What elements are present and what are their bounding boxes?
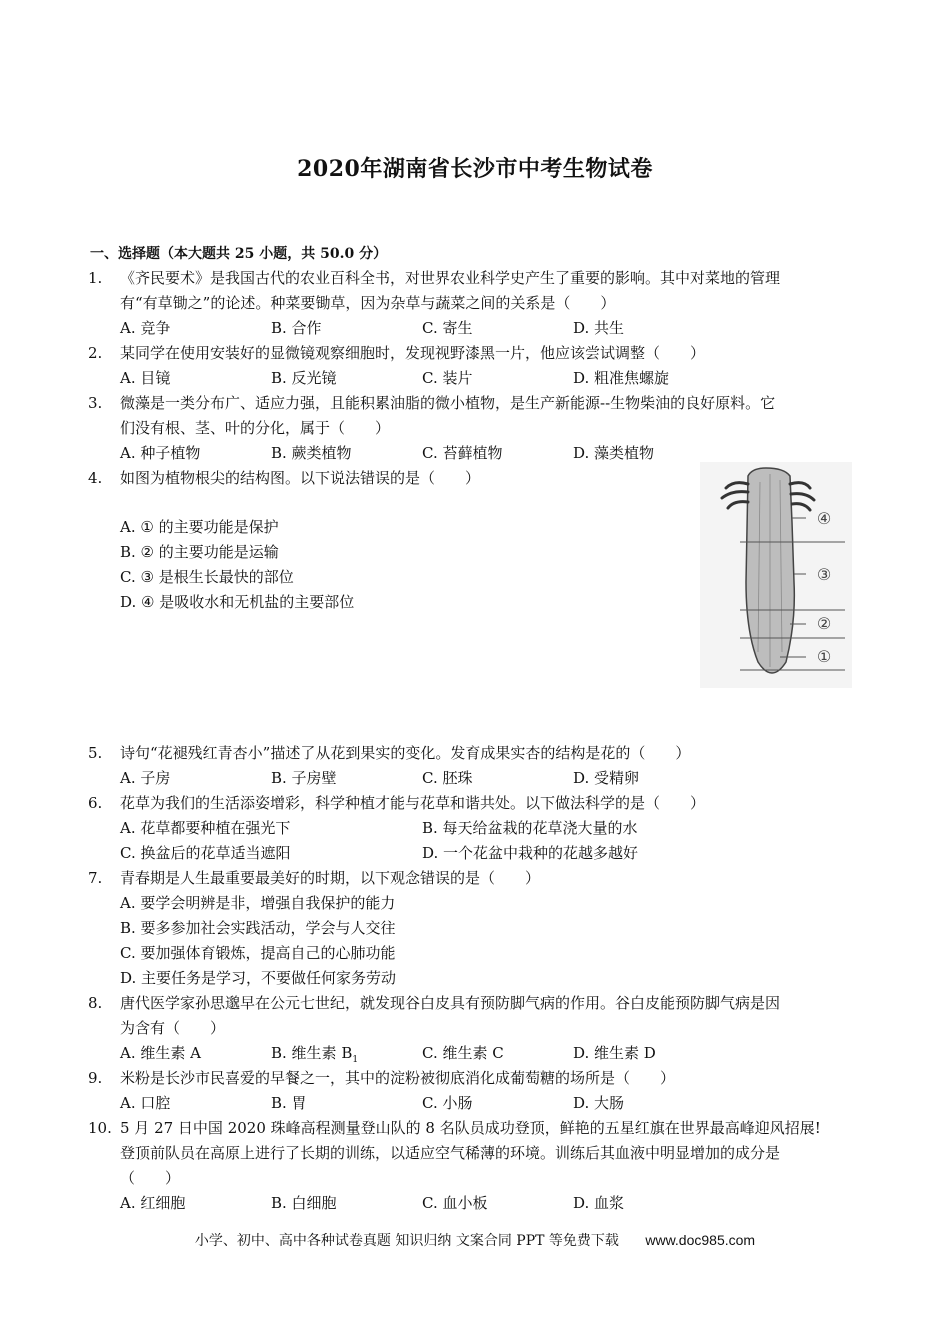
option-d: D. 大肠 bbox=[573, 1094, 625, 1112]
option-c: C. 血小板 bbox=[422, 1194, 488, 1212]
question-line: 5 月 27 日中国 2020 珠峰高程测量登山队的 8 名队员成功登顶，鲜艳的五星红旗在世界最高峰迎风招展! bbox=[120, 1119, 821, 1137]
question-line: 们没有根、茎、叶的分化，属于（ ） bbox=[120, 419, 391, 437]
option-a: A. 要学会明辨是非，增强自我保护的能力 bbox=[120, 894, 396, 912]
question-number: 2. bbox=[88, 344, 103, 362]
question-number: 8. bbox=[88, 994, 103, 1012]
option-c: C. 胚珠 bbox=[422, 769, 473, 787]
option-a: A. ① 的主要功能是保护 bbox=[120, 518, 279, 536]
figure-label-4: ④ bbox=[816, 509, 832, 528]
question-5 bbox=[88, 741, 868, 791]
option-b: B. 白细胞 bbox=[271, 1194, 337, 1212]
question-number: 9. bbox=[88, 1069, 103, 1087]
question-2 bbox=[88, 341, 868, 391]
question-line: 诗句“花褪残红青杏小”描述了从花到果实的变化。发育成果实杏的结构是花的（ ） bbox=[120, 744, 691, 762]
option-c: C. ③ 是根生长最快的部位 bbox=[120, 568, 294, 586]
option-a: A. 种子植物 bbox=[120, 444, 201, 462]
figure-label-2: ② bbox=[816, 614, 832, 633]
option-b: B. 胃 bbox=[271, 1094, 307, 1112]
option-d: D. 受精卵 bbox=[573, 769, 640, 787]
question-number: 7. bbox=[88, 869, 103, 887]
question-9 bbox=[88, 1066, 868, 1116]
question-1 bbox=[88, 266, 868, 341]
question-line: 《齐民要术》是我国古代的农业百科全书，对世界农业科学史产生了重要的影响。其中对菜地的管理 bbox=[120, 269, 781, 287]
question-7 bbox=[88, 866, 868, 991]
option-c: C. 苔藓植物 bbox=[422, 444, 503, 462]
question-number: 4. bbox=[88, 469, 103, 487]
option-c: C. 小肠 bbox=[422, 1094, 473, 1112]
question-line: 唐代医学家孙思邈早在公元七世纪，就发现谷白皮具有预防脚气病的作用。谷白皮能预防脚气病是因 bbox=[120, 994, 781, 1012]
question-number: 10. bbox=[88, 1119, 112, 1137]
option-a: A. 维生素 A bbox=[120, 1044, 201, 1062]
option-d: D. 一个花盆中栽种的花越多越好 bbox=[422, 844, 639, 862]
option-a: A. 红细胞 bbox=[120, 1194, 186, 1212]
option-b: B. 合作 bbox=[271, 319, 322, 337]
option-c: C. 要加强体育锻炼，提高自己的心肺功能 bbox=[120, 944, 396, 962]
option-d: D. 血浆 bbox=[573, 1194, 625, 1212]
question-number: 6. bbox=[88, 794, 103, 812]
option-c: C. 维生素 C bbox=[422, 1044, 504, 1062]
option-b-text: B. 维生素 B bbox=[271, 1044, 353, 1062]
option-d: D. ④ 是吸收水和无机盐的主要部位 bbox=[120, 593, 355, 611]
question-line: 某同学在使用安装好的显微镜观察细胞时，发现视野漆黑一片，他应该尝试调整（ ） bbox=[120, 344, 706, 362]
option-a: A. 竞争 bbox=[120, 319, 171, 337]
option-b: B. ② 的主要功能是运输 bbox=[120, 543, 279, 561]
page-footer bbox=[0, 1230, 950, 1250]
option-b: B. 子房壁 bbox=[271, 769, 337, 787]
option-b: B. 反光镜 bbox=[271, 369, 337, 387]
option-a: A. 花草都要种植在强光下 bbox=[120, 819, 291, 837]
subscript: 1 bbox=[352, 1055, 359, 1065]
option-d: D. 藻类植物 bbox=[573, 444, 655, 462]
question-line: 微藻是一类分布广、适应力强，且能积累油脂的微小植物，是生产新能源--生物柴油的良好原料。它 bbox=[120, 394, 776, 412]
option-c: C. 装片 bbox=[422, 369, 473, 387]
option-a: A. 目镜 bbox=[120, 369, 171, 387]
question-line: 如图为植物根尖的结构图。以下说法错误的是（ ） bbox=[120, 469, 481, 487]
page-title: 2020年湖南省长沙市中考生物试卷 bbox=[297, 156, 653, 182]
section-heading: 一、选择题（本大题共 25 小题，共 50.0 分） bbox=[90, 246, 388, 262]
question-line: 青春期是人生最重要最美好的时期，以下观念错误的是（ ） bbox=[120, 869, 541, 887]
question-line: （ ） bbox=[120, 1169, 181, 1187]
footer-text: 小学、初中、高中各种试卷真题 知识归纳 文案合同 PPT 等免费下载 bbox=[194, 1233, 619, 1249]
option-d: D. 共生 bbox=[573, 319, 625, 337]
option-b: B. 蕨类植物 bbox=[271, 444, 352, 462]
question-10 bbox=[88, 1116, 868, 1216]
question-line: 登顶前队员在高原上进行了长期的训练，以适应空气稀薄的环境。训练后其血液中明显增加的成分是 bbox=[120, 1144, 781, 1162]
option-c: C. 换盆后的花草适当遮阳 bbox=[120, 844, 291, 862]
option-b: B. 要多参加社会实践活动，学会与人交往 bbox=[120, 919, 396, 937]
question-line: 为含有（ ） bbox=[120, 1019, 226, 1037]
option-d: D. 主要任务是学习，不要做任何家务劳动 bbox=[120, 969, 397, 987]
figure-label-3: ③ bbox=[816, 565, 832, 584]
option-c: C. 寄生 bbox=[422, 319, 473, 337]
question-6 bbox=[88, 791, 868, 866]
question-number: 3. bbox=[88, 394, 103, 412]
question-line: 花草为我们的生活添姿增彩，科学种植才能与花草和谐共处。以下做法科学的是（ ） bbox=[120, 794, 706, 812]
figure-label-1: ① bbox=[816, 647, 832, 666]
question-8 bbox=[88, 991, 868, 1066]
option-b: B. 每天给盆栽的花草浇大量的水 bbox=[422, 819, 638, 837]
option-a: A. 子房 bbox=[120, 769, 171, 787]
question-number: 1. bbox=[88, 269, 103, 287]
footer-link[interactable]: www.doc985.com bbox=[645, 1232, 756, 1248]
option-a: A. 口腔 bbox=[120, 1094, 171, 1112]
question-line: 米粉是长沙市民喜爱的早餐之一，其中的淀粉被彻底消化成葡萄糖的场所是（ ） bbox=[120, 1069, 676, 1087]
question-number: 5. bbox=[88, 744, 103, 762]
root-tip-figure bbox=[700, 462, 852, 688]
option-d: D. 维生素 D bbox=[573, 1044, 656, 1062]
question-3 bbox=[88, 391, 868, 466]
option-d: D. 粗准焦螺旋 bbox=[573, 369, 670, 387]
question-line: 有“有草锄之”的论述。种菜要锄草，因为杂草与蔬菜之间的关系是（ ） bbox=[120, 294, 616, 312]
